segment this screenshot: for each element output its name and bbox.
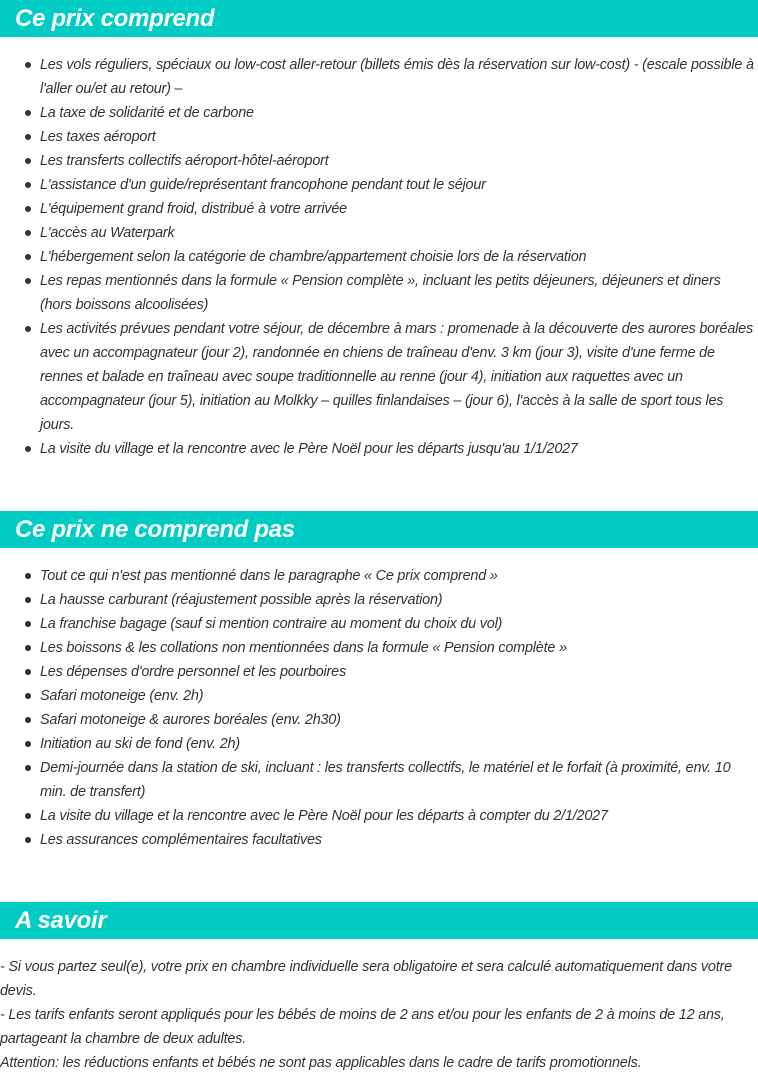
list-item [0,684,758,708]
section-title-included: Ce prix comprend [15,4,215,32]
bullet-icon [25,717,31,723]
bullet-icon [25,62,31,68]
bullet-icon [25,254,31,260]
list-item [0,101,758,125]
bullet-icon [25,669,31,675]
bullet-icon [25,765,31,771]
list-item-text: La taxe de solidarité et de carbone [40,105,254,121]
info-body [0,955,758,1075]
list-item-text: Les taxes aéroport [40,129,156,145]
list-item-text: La visite du village et la rencontre avec le Père Noël pour les départs jusqu'au 1/1/2027 [40,441,578,457]
list-item-text: Les boissons & les collations non mentionnées dans la formule « Pension complète » [40,640,567,656]
section-header-included [0,0,758,37]
included-list [0,53,758,461]
list-item [0,636,758,660]
bullet-icon [25,278,31,284]
list-item [0,612,758,636]
bullet-icon [25,326,31,332]
list-item [0,588,758,612]
bullet-icon [25,837,31,843]
list-item-text: Les assurances complémentaires facultatives [40,832,322,848]
list-item [0,804,758,828]
bullet-icon [25,110,31,116]
section-title-info: A savoir [15,906,107,934]
list-item [0,732,758,756]
list-item-text: Initiation au ski de fond (env. 2h) [40,736,240,752]
info-paragraph: Attention: les réductions enfants et bébés ne sont pas applicables dans le cadre de tarifs promotionnels. [0,1055,642,1071]
list-item [0,756,758,804]
bullet-icon [25,621,31,627]
list-item-text: L'hébergement selon la catégorie de chambre/appartement choisie lors de la réservation [40,249,587,265]
list-item [0,245,758,269]
bullet-icon [25,693,31,699]
bullet-icon [25,158,31,164]
list-item [0,173,758,197]
list-item [0,828,758,852]
bullet-icon [25,597,31,603]
list-item [0,269,758,317]
list-item-text: Les transferts collectifs aéroport-hôtel-aéroport [40,153,329,169]
bullet-icon [25,813,31,819]
bullet-icon [25,182,31,188]
list-item [0,660,758,684]
section-title-excluded: Ce prix ne comprend pas [15,515,295,543]
bullet-icon [25,573,31,579]
section-header-excluded [0,511,758,548]
excluded-list [0,564,758,852]
list-item [0,149,758,173]
list-item [0,53,758,101]
list-item [0,125,758,149]
bullet-icon [25,741,31,747]
list-item-text: L'assistance d'un guide/représentant francophone pendant tout le séjour [40,177,486,193]
bullet-icon [25,230,31,236]
list-item-text: La visite du village et la rencontre avec le Père Noël pour les départs à compter du 2/1/2027 [40,808,608,824]
bullet-icon [25,645,31,651]
list-item-text: La hausse carburant (réajustement possible après la réservation) [40,592,443,608]
list-item-text: Les dépenses d'ordre personnel et les pourboires [40,664,346,680]
list-item-text: L'accès au Waterpark [40,225,175,241]
list-item [0,317,758,437]
list-item-text: Les repas mentionnés dans la formule « Pension complète », incluant les petits déjeuners, déjeuners et diners (hors boissons alcoolisées) [40,273,721,313]
list-item [0,197,758,221]
list-item-text: Les activités prévues pendant votre séjour, de décembre à mars : promenade à la découverte des aurores boréales avec un accompagnateur (jour 2), randonnée en chiens de traîneau d'env. 3 km (jour 3), visite d'une ferme de rennes et balade en traîneau avec soupe traditionnelle au renne (jour 4), initiation aux raquettes avec un accompagnateur (jour 5), initiation au Molkky – quilles finlandaises – (jour 6), l'accès à la salle de sport tous les jours. [40,321,753,433]
list-item-text: L'équipement grand froid, distribué à votre arrivée [40,201,347,217]
bullet-icon [25,134,31,140]
list-item-text: Safari motoneige & aurores boréales (env. 2h30) [40,712,341,728]
list-item-text: Demi-journée dans la station de ski, incluant : les transferts collectifs, le matériel et le forfait (à proximité, env. 10 min. de transfert) [40,760,731,800]
bullet-icon [25,206,31,212]
list-item-text: La franchise bagage (sauf si mention contraire au moment du choix du vol) [40,616,503,632]
info-paragraph: - Les tarifs enfants seront appliqués pour les bébés de moins de 2 ans et/ou pour les enfants de 2 à moins de 12 ans, partageant la chambre de deux adultes. [0,1007,725,1047]
list-item [0,564,758,588]
list-item [0,437,758,461]
bullet-icon [25,446,31,452]
list-item [0,221,758,245]
list-item [0,708,758,732]
list-item-text: Safari motoneige (env. 2h) [40,688,204,704]
info-paragraph: - Si vous partez seul(e), votre prix en chambre individuelle sera obligatoire et sera calculé automatiquement dans votre devis. [0,959,732,999]
section-header-info [0,902,758,939]
list-item-text: Tout ce qui n'est pas mentionné dans le paragraphe « Ce prix comprend » [40,568,498,584]
list-item-text: Les vols réguliers, spéciaux ou low-cost aller-retour (billets émis dès la réservation sur low-cost) - (escale possible à l'aller ou/et au retour) – [40,57,754,97]
